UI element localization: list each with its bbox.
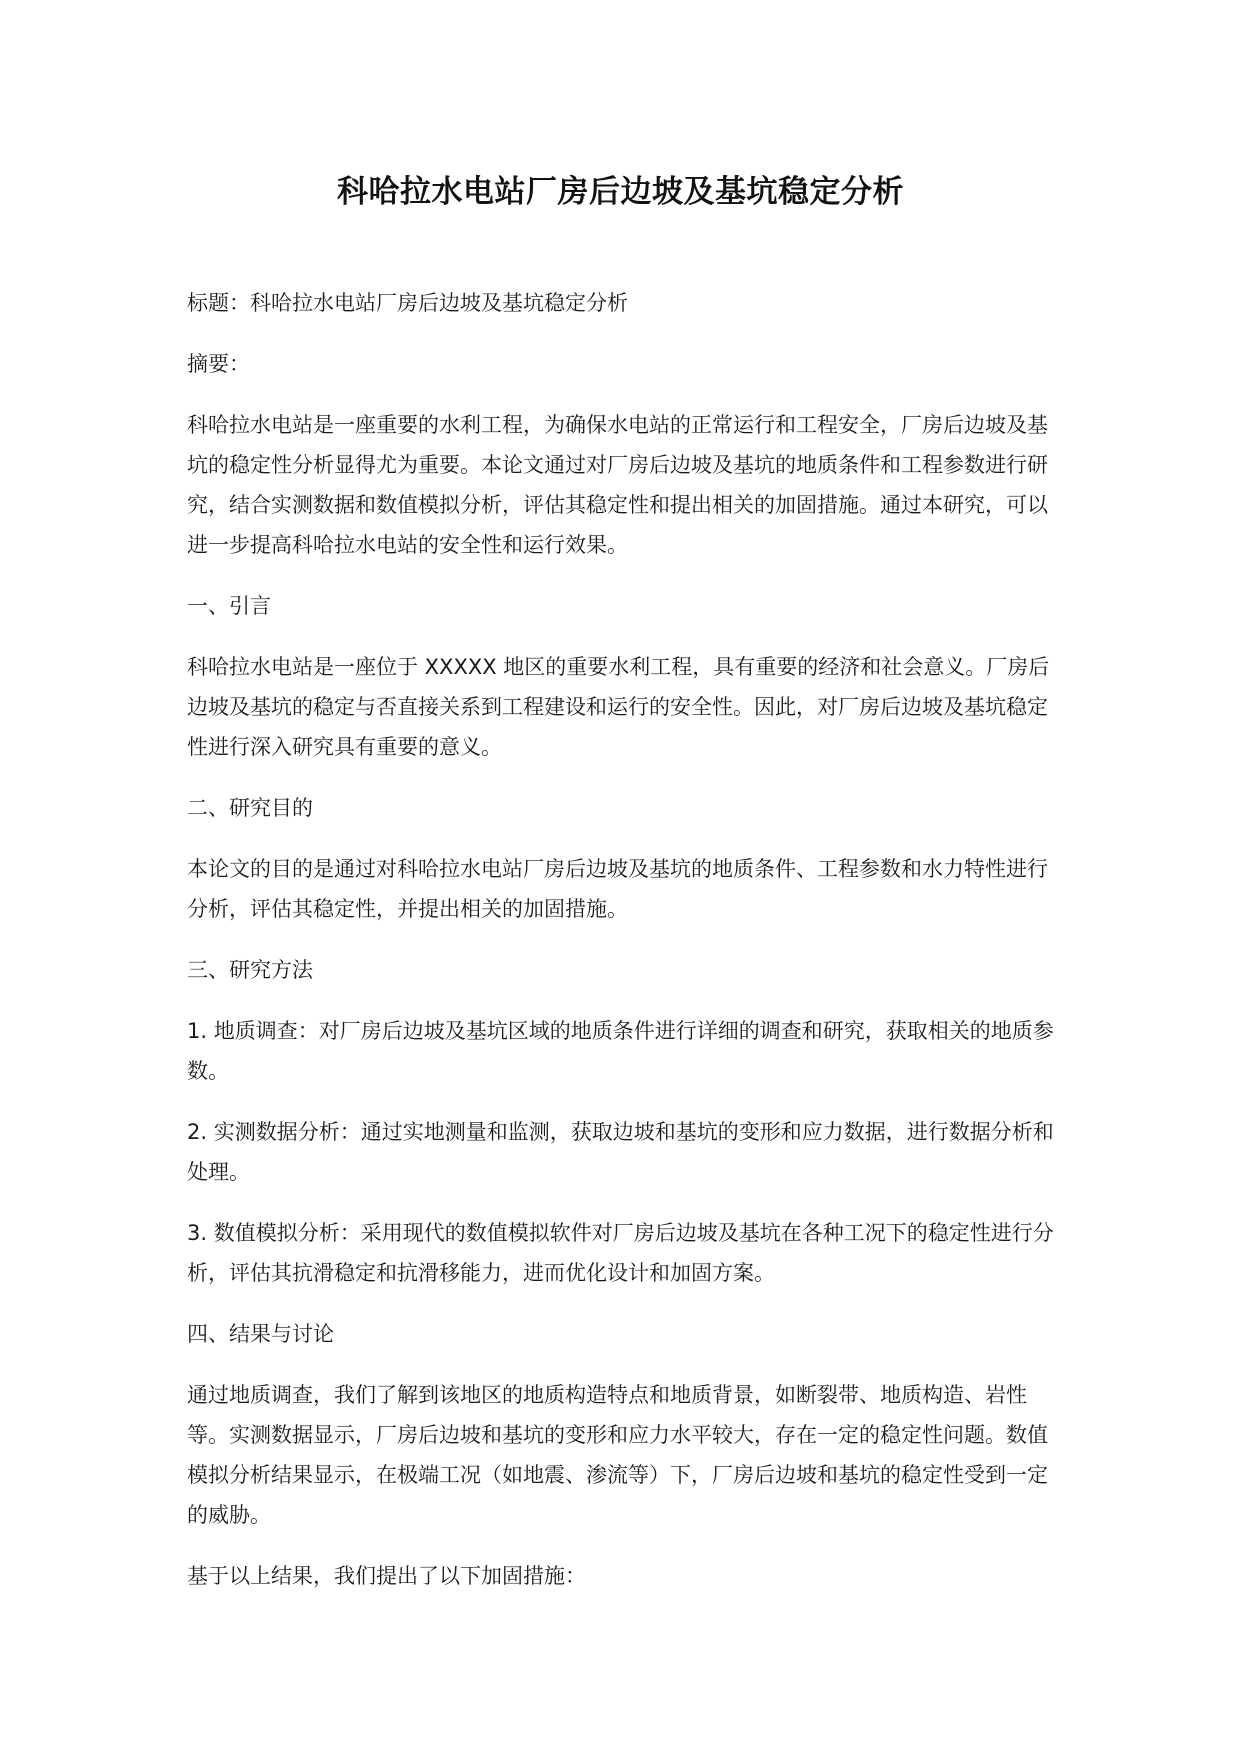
purpose-paragraph: 本论文的目的是通过对科哈拉水电站厂房后边坡及基坑的地质条件、工程参数和水力特性进行分析，评估其稳定性，并提出相关的加固措施。 <box>187 857 1048 921</box>
section-heading-purpose: 二、研究目的 <box>187 796 313 820</box>
results-paragraph: 通过地质调查，我们了解到该地区的地质构造特点和地质背景，如断裂带、地质构造、岩性等。实测数据显示，厂房后边坡和基坑的变形和应力水平较大，存在一定的稳定性问题。数值模拟分析结果显示，在极端工况（如地震、渗流等）下，厂房后边坡和基坑的稳定性受到一定的威胁。 <box>187 1383 1048 1527</box>
section-heading-results: 四、结果与讨论 <box>187 1322 334 1346</box>
method-item-simulation: 3. 数值模拟分析：采用现代的数值模拟软件对厂房后边坡及基坑在各种工况下的稳定性进行分析，评估其抗滑稳定和抗滑移能力，进而优化设计和加固方案。 <box>187 1221 1054 1285</box>
intro-paragraph: 科哈拉水电站是一座位于 XXXXX 地区的重要水利工程，具有重要的经济和社会意义。厂房后边坡及基坑的稳定与否直接关系到工程建设和运行的安全性。因此，对厂房后边坡及基坑稳定性进行深入研究具有重要的意义。 <box>187 655 1050 759</box>
document-body <box>187 283 1067 1617</box>
title-line: 标题：科哈拉水电站厂房后边坡及基坑稳定分析 <box>187 291 628 315</box>
reinforcement-intro: 基于以上结果，我们提出了以下加固措施： <box>187 1564 586 1588</box>
abstract-label: 摘要： <box>187 352 250 376</box>
section-heading-methods: 三、研究方法 <box>187 958 313 982</box>
method-item-geology: 1. 地质调查：对厂房后边坡及基坑区域的地质条件进行详细的调查和研究，获取相关的地质参数。 <box>187 1019 1054 1083</box>
method-item-measurement: 2. 实测数据分析：通过实地测量和监测，获取边坡和基坑的变形和应力数据，进行数据分析和处理。 <box>187 1120 1054 1184</box>
section-heading-intro: 一、引言 <box>187 594 271 618</box>
abstract-paragraph: 科哈拉水电站是一座重要的水利工程，为确保水电站的正常运行和工程安全，厂房后边坡及基坑的稳定性分析显得尤为重要。本论文通过对厂房后边坡及基坑的地质条件和工程参数进行研究，结合实测数据和数值模拟分析，评估其稳定性和提出相关的加固措施。通过本研究，可以进一步提高科哈拉水电站的安全性和运行效果。 <box>187 413 1048 557</box>
document-title: 科哈拉水电站厂房后边坡及基坑稳定分析 <box>337 174 904 210</box>
